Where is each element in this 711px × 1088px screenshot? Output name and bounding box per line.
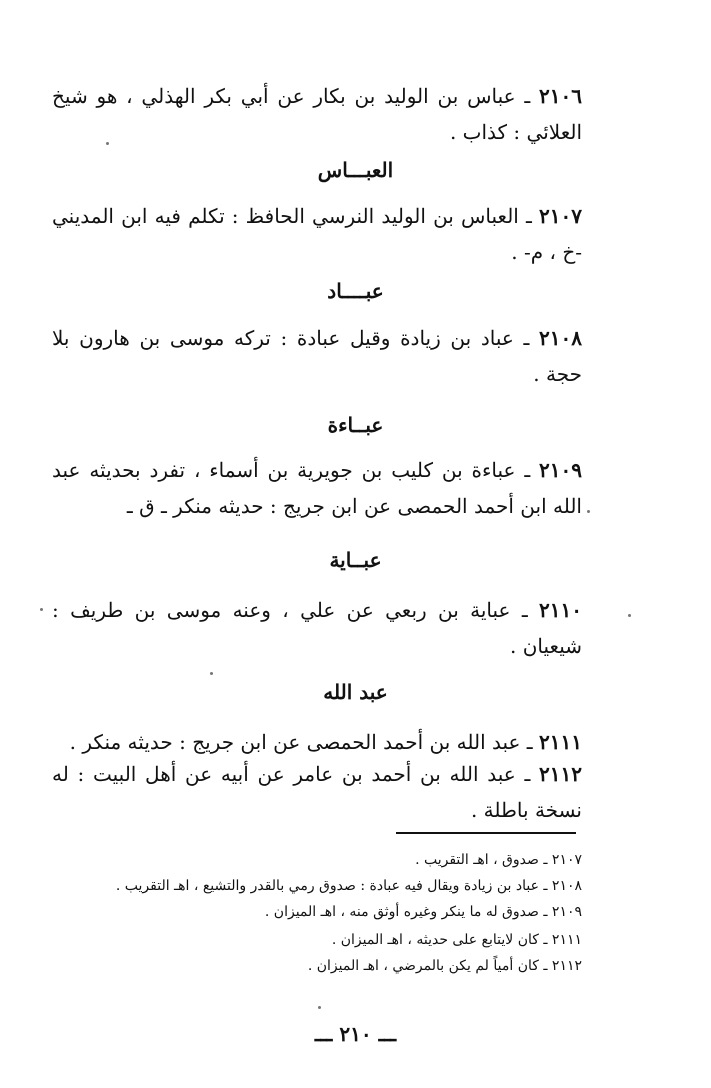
scan-speck (106, 142, 109, 145)
entry-number: ٢١٠٨ (539, 326, 582, 350)
entry-text: عباية بن ربعي عن علي ، وعنه موسى بن طريف : شيعيان . (52, 598, 582, 658)
section-heading-abaya: عبــاية (329, 548, 382, 572)
entry-number: ٢١١١ (539, 730, 582, 754)
entry-2106: ٢١٠٦ ـ عباس بن الوليد بن بكار عن أبي بكر الهذلي ، هو شيخ العلائي : كذاب . (52, 84, 583, 144)
section-heading-abdullah: عبد الله (323, 680, 388, 704)
footnote-divider (396, 832, 576, 834)
entry-2112: ٢١١٢ ـ عبد الله بن أحمد بن عامر عن أبيه عن أهل البيت : له نسخة باطلة . (52, 762, 583, 822)
entry-2108: ٢١٠٨ ـ عباد بن زيادة وقيل عبادة : تركه موسى بن هارون بلا حجة . (52, 326, 582, 386)
entry-text: عباد بن زيادة وقيل عبادة : تركه موسى بن هارون بلا حجة . (52, 326, 582, 386)
entry-number: ٢١٠٦ (539, 84, 583, 108)
scan-speck (587, 510, 590, 513)
footnote-2111: ٢١١١ ـ كان لايتابع على حديثه ، اهـ الميزان . (331, 932, 582, 948)
entry-text: عبد الله بن أحمد الحمصى عن ابن جريج : حديثه منكر . (69, 730, 521, 754)
scan-speck (40, 608, 43, 611)
section-heading-abbad: عبــــاد (327, 279, 384, 303)
entry-number: ٢١١٢ (539, 762, 583, 786)
entry-2110: ٢١١٠ ـ عباية بن ربعي عن علي ، وعنه موسى بن طريف : شيعيان . (52, 598, 583, 658)
scan-speck (210, 672, 213, 675)
footnote-2109: ٢١٠٩ ـ صدوق له ما ينكر وغيره أوثق منه ، اهـ الميزان . (264, 904, 582, 920)
entry-text: العباس بن الوليد النرسي الحافظ : تكلم فيه ابن المديني -خ ، م- . (52, 204, 582, 264)
footnote-2112: ٢١١٢ ـ كان أمياً لم يكن بالمرضي ، اهـ الميزان . (307, 958, 582, 974)
scan-speck (628, 614, 631, 617)
entry-2109: ٢١٠٩ ـ عباءة بن كليب بن جويرية بن أسماء ، تفرد بحديثه عبد الله ابن أحمد الحمصى عن ابن جريج : حديثه منكر ـ ق ـ (52, 458, 583, 518)
page-number: ـــ ٢١٠ ـــ (314, 1022, 397, 1046)
footnote-2107: ٢١٠٧ ـ صدوق ، اهـ التقريب . (415, 852, 582, 868)
section-heading-abaa: عبــاءة (327, 413, 384, 437)
entry-number: ٢١١٠ (539, 598, 583, 622)
entry-number: ٢١٠٧ (539, 204, 582, 228)
scan-speck (318, 1006, 321, 1009)
entry-2107: ٢١٠٧ ـ العباس بن الوليد النرسي الحافظ : تكلم فيه ابن المديني -خ ، م- . (52, 204, 582, 264)
entry-text: عبد الله بن أحمد بن عامر عن أبيه عن أهل البيت : له نسخة باطلة . (52, 762, 582, 822)
entry-number: ٢١٠٩ (539, 458, 583, 482)
entry-text: عباس بن الوليد بن بكار عن أبي بكر الهذلي ، هو شيخ العلائي : كذاب . (52, 84, 582, 144)
footnote-2108: ٢١٠٨ ـ عباد بن زيادة ويقال فيه عبادة : صدوق رمي بالقدر والتشيع ، اهـ التقريب . (115, 878, 582, 894)
section-heading-al-abbas: العبـــاس (317, 158, 394, 182)
entry-2111: ٢١١١ ـ عبد الله بن أحمد الحمصى عن ابن جريج : حديثه منكر . (69, 730, 582, 754)
entry-text: عباءة بن كليب بن جويرية بن أسماء ، تفرد بحديثه عبد الله ابن أحمد الحمصى عن ابن جريج : حديثه منكر ـ ق ـ (52, 458, 582, 518)
